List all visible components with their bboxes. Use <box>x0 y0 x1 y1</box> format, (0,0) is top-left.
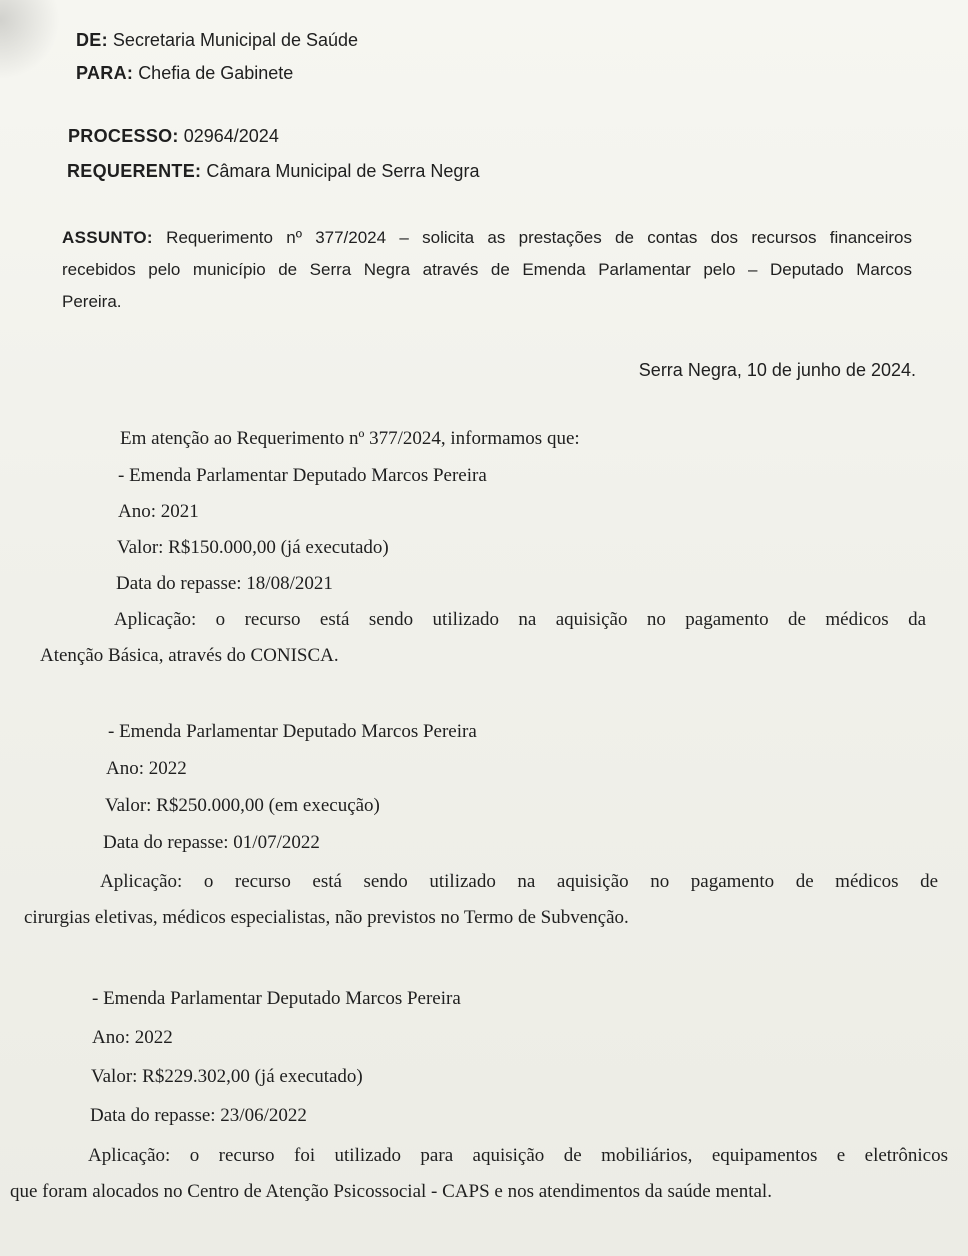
emenda-2-aplicacao-line-2: cirurgias eletivas, médicos especialistas, não previstos no Termo de Subvenção. <box>24 907 629 928</box>
emenda-3-aplicacao-line-2: que foram alocados no Centro de Atenção Psicossocial - CAPS e nos atendimentos da saúde mental. <box>10 1181 772 1202</box>
emenda-3-data: Data do repasse: 23/06/2022 <box>90 1105 307 1126</box>
emenda-1-data: Data do repasse: 18/08/2021 <box>116 573 333 594</box>
emenda-3-title: - Emenda Parlamentar Deputado Marcos Pereira <box>92 988 461 1009</box>
para-line <box>76 61 293 85</box>
processo-label: PROCESSO: <box>68 126 179 146</box>
assunto-line-1 <box>62 222 912 254</box>
emenda-3-aplicacao-line-1: Aplicação: o recurso foi utilizado para aquisição de mobiliários, equipamentos e eletrônicos <box>88 1145 948 1166</box>
emenda-2-valor: Valor: R$250.000,00 (em execução) <box>105 795 380 816</box>
assunto-paragraph <box>62 222 912 318</box>
para-value: Chefia de Gabinete <box>138 63 294 83</box>
emenda-2-aplicacao-line-1: Aplicação: o recurso está sendo utilizado na aquisição no pagamento de médicos de <box>100 871 938 892</box>
para-label: PARA: <box>76 63 134 83</box>
emenda-1-aplicacao-line-1: Aplicação: o recurso está sendo utilizado na aquisição no pagamento de médicos da <box>114 609 926 630</box>
assunto-label: ASSUNTO: <box>62 228 153 247</box>
emenda-1-title: - Emenda Parlamentar Deputado Marcos Pereira <box>118 465 487 486</box>
intro-line: Em atenção ao Requerimento nº 377/2024, informamos que: <box>120 428 580 449</box>
emenda-3-ano: Ano: 2022 <box>92 1027 173 1048</box>
emenda-2-aplicacao <box>24 864 938 936</box>
emenda-2-title: - Emenda Parlamentar Deputado Marcos Pereira <box>108 721 477 742</box>
emenda-1-valor: Valor: R$150.000,00 (já executado) <box>117 537 389 558</box>
de-label: DE: <box>76 30 108 50</box>
emenda-1-ano: Ano: 2021 <box>118 501 199 522</box>
requerente-value: Câmara Municipal de Serra Negra <box>206 161 480 181</box>
emenda-2-data: Data do repasse: 01/07/2022 <box>103 832 320 853</box>
requerente-line <box>67 159 479 183</box>
emenda-1-aplicacao <box>40 602 926 674</box>
de-value: Secretaria Municipal de Saúde <box>112 30 359 50</box>
emenda-2-ano: Ano: 2022 <box>106 758 187 779</box>
assunto-line-2: recebidos pelo município de Serra Negra através de Emenda Parlamentar pelo – Deputado Marcos <box>62 260 912 279</box>
emenda-3-aplicacao <box>10 1138 948 1210</box>
emenda-1-aplicacao-line-2: Atenção Básica, através do CONISCA. <box>40 645 339 666</box>
processo-line <box>68 124 279 148</box>
assunto-line-1-text: Requerimento nº 377/2024 – solicita as prestações de contas dos recursos financeiros <box>166 228 912 247</box>
requerente-label: REQUERENTE: <box>67 161 202 181</box>
processo-value: 02964/2024 <box>183 126 279 146</box>
emenda-3-valor: Valor: R$229.302,00 (já executado) <box>91 1066 363 1087</box>
assunto-line-3: Pereira. <box>62 292 122 311</box>
date-line: Serra Negra, 10 de junho de 2024. <box>638 360 916 380</box>
de-line <box>76 28 358 52</box>
